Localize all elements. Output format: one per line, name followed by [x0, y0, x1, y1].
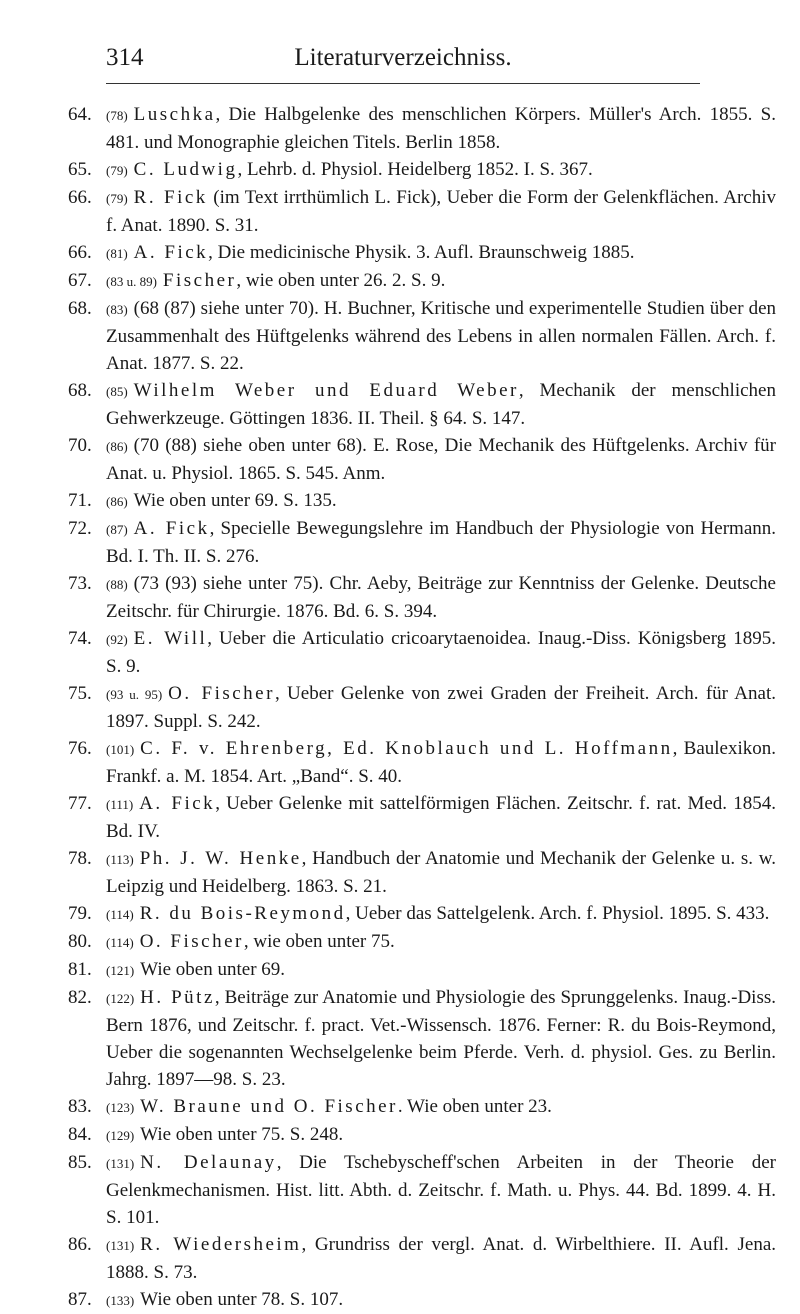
entry-author: C. F. v. Ehrenberg, Ed. Knoblauch und L. Hoffmann — [140, 738, 673, 759]
entry-author: A. Fick — [139, 793, 216, 814]
entry-reference-mark: (86) — [106, 439, 128, 454]
entry-reference-mark: (78) — [106, 108, 128, 123]
entry-number: 65. — [68, 159, 92, 180]
entry-reference-mark: (114) — [106, 935, 134, 950]
entry-number: 72. — [68, 518, 92, 539]
entry-text: (73 (93) siehe unter 75). Chr. Aeby, Beiträge zur Kenntniss der Gelenke. Deutsche Zeitschr. für Chirurgie. 1876. Bd. 6. S. 394. — [106, 573, 776, 622]
entry-reference-mark: (93 u. 95) — [106, 687, 163, 702]
entry-number: 70. — [68, 435, 92, 456]
entry-author: A. Fick — [133, 518, 210, 539]
entry-text: , Die medicinische Physik. 3. Aufl. Braunschweig 1885. — [208, 242, 635, 263]
entry-text: , wie oben unter 26. 2. S. 9. — [236, 270, 446, 291]
entry-reference-mark: (131) — [106, 1156, 135, 1171]
running-header — [106, 44, 700, 78]
entry-text: , Die Halbgelenke des menschlichen Körpers. Müller's Arch. 1855. S. 481. und Monographie gleichen Titels. Berlin 1858. — [106, 104, 776, 153]
entry-author: Fischer — [162, 270, 237, 291]
entry-number: 86. — [68, 1234, 92, 1255]
entry-text: . Wie oben unter 23. — [397, 1096, 552, 1117]
entry-number: 66. — [68, 187, 92, 208]
bibliography-entry — [68, 1231, 776, 1286]
bibliography-entry — [68, 928, 776, 956]
entry-text: Wie oben unter 78. S. 107. — [140, 1289, 344, 1310]
entry-reference-mark: (87) — [106, 522, 128, 537]
entry-number: 83. — [68, 1096, 92, 1117]
entry-author: N. Delaunay — [140, 1152, 277, 1173]
bibliography-list — [68, 101, 776, 1314]
entry-number: 80. — [68, 931, 92, 952]
header-rule — [106, 83, 700, 84]
entry-number: 87. — [68, 1289, 92, 1310]
entry-text: (68 (87) siehe unter 70). H. Buchner, Kritische und experimentelle Studien über den Zusammenhalt des Hüftgelenks während des Lebens in allen normalen Fällen. Arch. f. Anat. 1877. S. 22. — [106, 298, 776, 374]
entry-author: Wilhelm Weber und Eduard Weber — [133, 380, 519, 401]
bibliography-entry — [68, 267, 776, 295]
entry-author: W. Braune und O. Fischer — [140, 1096, 398, 1117]
entry-number: 76. — [68, 738, 92, 759]
entry-reference-mark: (122) — [106, 991, 135, 1006]
entry-text: , Specielle Bewegungslehre im Handbuch der Physiologie von Hermann. Bd. I. Th. II. S. 276. — [106, 518, 777, 567]
entry-number: 78. — [68, 848, 92, 869]
bibliography-entry — [68, 625, 776, 680]
entry-text: , Die Tschebyscheff'schen Arbeiten in der Theorie der Gelenkmechanismen. Hist. litt. Abth. d. Zeitschr. f. Math. u. Phys. 44. Bd. 1899. 4. H. S. 101. — [106, 1152, 776, 1228]
entry-reference-mark: (133) — [106, 1293, 135, 1308]
entry-author: R. Wiedersheim — [140, 1234, 302, 1255]
bibliography-entry — [68, 295, 776, 377]
entry-number: 71. — [68, 490, 92, 511]
page-title: Literaturverzeichniss. — [294, 44, 512, 71]
entry-text: , Handbuch der Anatomie und Mechanik der Gelenke u. s. w. Leipzig und Heidelberg. 1863. S. 21. — [106, 848, 776, 897]
entry-number: 66. — [68, 242, 92, 263]
bibliography-entry — [68, 432, 776, 487]
entry-text: (im Text irrthümlich L. Fick), Ueber die Form der Gelenkflächen. Archiv f. Anat. 1890. S. 31. — [106, 187, 777, 236]
entry-number: 68. — [68, 380, 92, 401]
entry-reference-mark: (131) — [106, 1238, 135, 1253]
bibliography-entry — [68, 735, 776, 790]
entry-text: , Ueber die Articulatio cricoarytaenoidea. Inaug.-Diss. Königsberg 1895. S. 9. — [106, 628, 776, 677]
entry-reference-mark: (92) — [106, 632, 128, 647]
entry-text: , Mechanik der menschlichen Gehwerkzeuge. Göttingen 1836. II. Theil. § 64. S. 147. — [106, 380, 776, 429]
entry-number: 81. — [68, 959, 92, 980]
entry-reference-mark: (85) — [106, 384, 128, 399]
entry-number: 67. — [68, 270, 92, 291]
entry-reference-mark: (129) — [106, 1128, 135, 1143]
entry-reference-mark: (83 u. 89) — [106, 274, 157, 289]
entry-text: , wie oben unter 75. — [243, 931, 395, 952]
entry-author: Ph. J. W. Henke — [139, 848, 302, 869]
entry-author: Luschka — [133, 104, 216, 125]
entry-reference-mark: (113) — [106, 852, 134, 867]
entry-reference-mark: (83) — [106, 302, 128, 317]
page-number: 314 — [106, 44, 144, 71]
entry-reference-mark: (88) — [106, 577, 128, 592]
bibliography-entry — [68, 515, 776, 570]
entry-author: O. Fischer — [139, 931, 244, 952]
entry-number: 85. — [68, 1152, 92, 1173]
entry-number: 77. — [68, 793, 92, 814]
entry-text: , Lehrb. d. Physiol. Heidelberg 1852. I. S. 367. — [237, 159, 593, 180]
entry-author: O. Fischer — [168, 683, 275, 704]
entry-reference-mark: (111) — [106, 797, 134, 812]
entry-reference-mark: (79) — [106, 191, 128, 206]
entry-reference-mark: (101) — [106, 742, 135, 757]
entry-author: R. Fick — [133, 187, 208, 208]
bibliography-entry — [68, 984, 776, 1093]
entry-number: 75. — [68, 683, 92, 704]
entry-reference-mark: (79) — [106, 163, 128, 178]
entry-text: Wie oben unter 69. S. 135. — [133, 490, 337, 511]
entry-number: 84. — [68, 1124, 92, 1145]
entry-text: , Ueber das Sattelgelenk. Arch. f. Physiol. 1895. S. 433. — [345, 903, 770, 924]
bibliography-entry — [68, 487, 776, 515]
bibliography-entry — [68, 377, 776, 432]
entry-number: 79. — [68, 903, 92, 924]
bibliography-entry — [68, 570, 776, 625]
entry-number: 74. — [68, 628, 92, 649]
entry-text: Wie oben unter 69. — [140, 959, 286, 980]
bibliography-entry — [68, 790, 776, 845]
bibliography-entry — [68, 239, 776, 267]
bibliography-entry — [68, 1286, 776, 1314]
bibliography-entry — [68, 680, 776, 735]
entry-text: Wie oben unter 75. S. 248. — [140, 1124, 344, 1145]
entry-author: E. Will — [133, 628, 208, 649]
entry-reference-mark: (123) — [106, 1100, 135, 1115]
entry-author: C. Ludwig — [133, 159, 238, 180]
bibliography-entry — [68, 1121, 776, 1149]
entry-text: , Ueber Gelenke von zwei Graden der Freiheit. Arch. für Anat. 1897. Suppl. S. 242. — [106, 683, 776, 732]
entry-reference-mark: (121) — [106, 963, 135, 978]
entry-number: 82. — [68, 987, 92, 1008]
bibliography-entry — [68, 1093, 776, 1121]
entry-reference-mark: (114) — [106, 907, 134, 922]
entry-number: 64. — [68, 104, 92, 125]
entry-text: , Grundriss der vergl. Anat. d. Wirbelthiere. II. Aufl. Jena. 1888. S. 73. — [106, 1234, 777, 1283]
bibliography-entry — [68, 956, 776, 984]
bibliography-entry — [68, 845, 776, 900]
bibliography-entry — [68, 900, 776, 928]
entry-reference-mark: (86) — [106, 494, 128, 509]
entry-text: , Beiträge zur Anatomie und Physiologie des Sprunggelenks. Inaug.-Diss. Bern 1876, und Zeitschr. f. pract. Vet.-Wissensch. 1876. Ferner: R. du Bois-Reymond, Ueber die sogenannten Wechselgelenke beim Pferde. Verh. d. physiol. Ges. zu Berlin. Jahrg. 1897—98. S. 23. — [106, 987, 776, 1090]
bibliography-entry — [68, 1149, 776, 1231]
entry-text: , Baulexikon. Frankf. a. M. 1854. Art. „Band“. S. 40. — [106, 738, 776, 787]
entry-text: , Ueber Gelenke mit sattelförmigen Flächen. Zeitschr. f. rat. Med. 1854. Bd. IV. — [106, 793, 777, 842]
bibliography-entry — [68, 156, 776, 184]
entry-author: R. du Bois-Reymond — [139, 903, 346, 924]
entry-number: 73. — [68, 573, 92, 594]
entry-author: A. Fick — [133, 242, 209, 263]
entry-text: (70 (88) siehe oben unter 68). E. Rose, Die Mechanik des Hüftgelenks. Archiv für Anat. u. Physiol. 1865. S. 545. Anm. — [106, 435, 776, 484]
entry-author: H. Pütz — [140, 987, 215, 1008]
bibliography-entry — [68, 184, 776, 239]
entry-reference-mark: (81) — [106, 246, 128, 261]
bibliography-entry — [68, 101, 776, 156]
entry-number: 68. — [68, 298, 92, 319]
